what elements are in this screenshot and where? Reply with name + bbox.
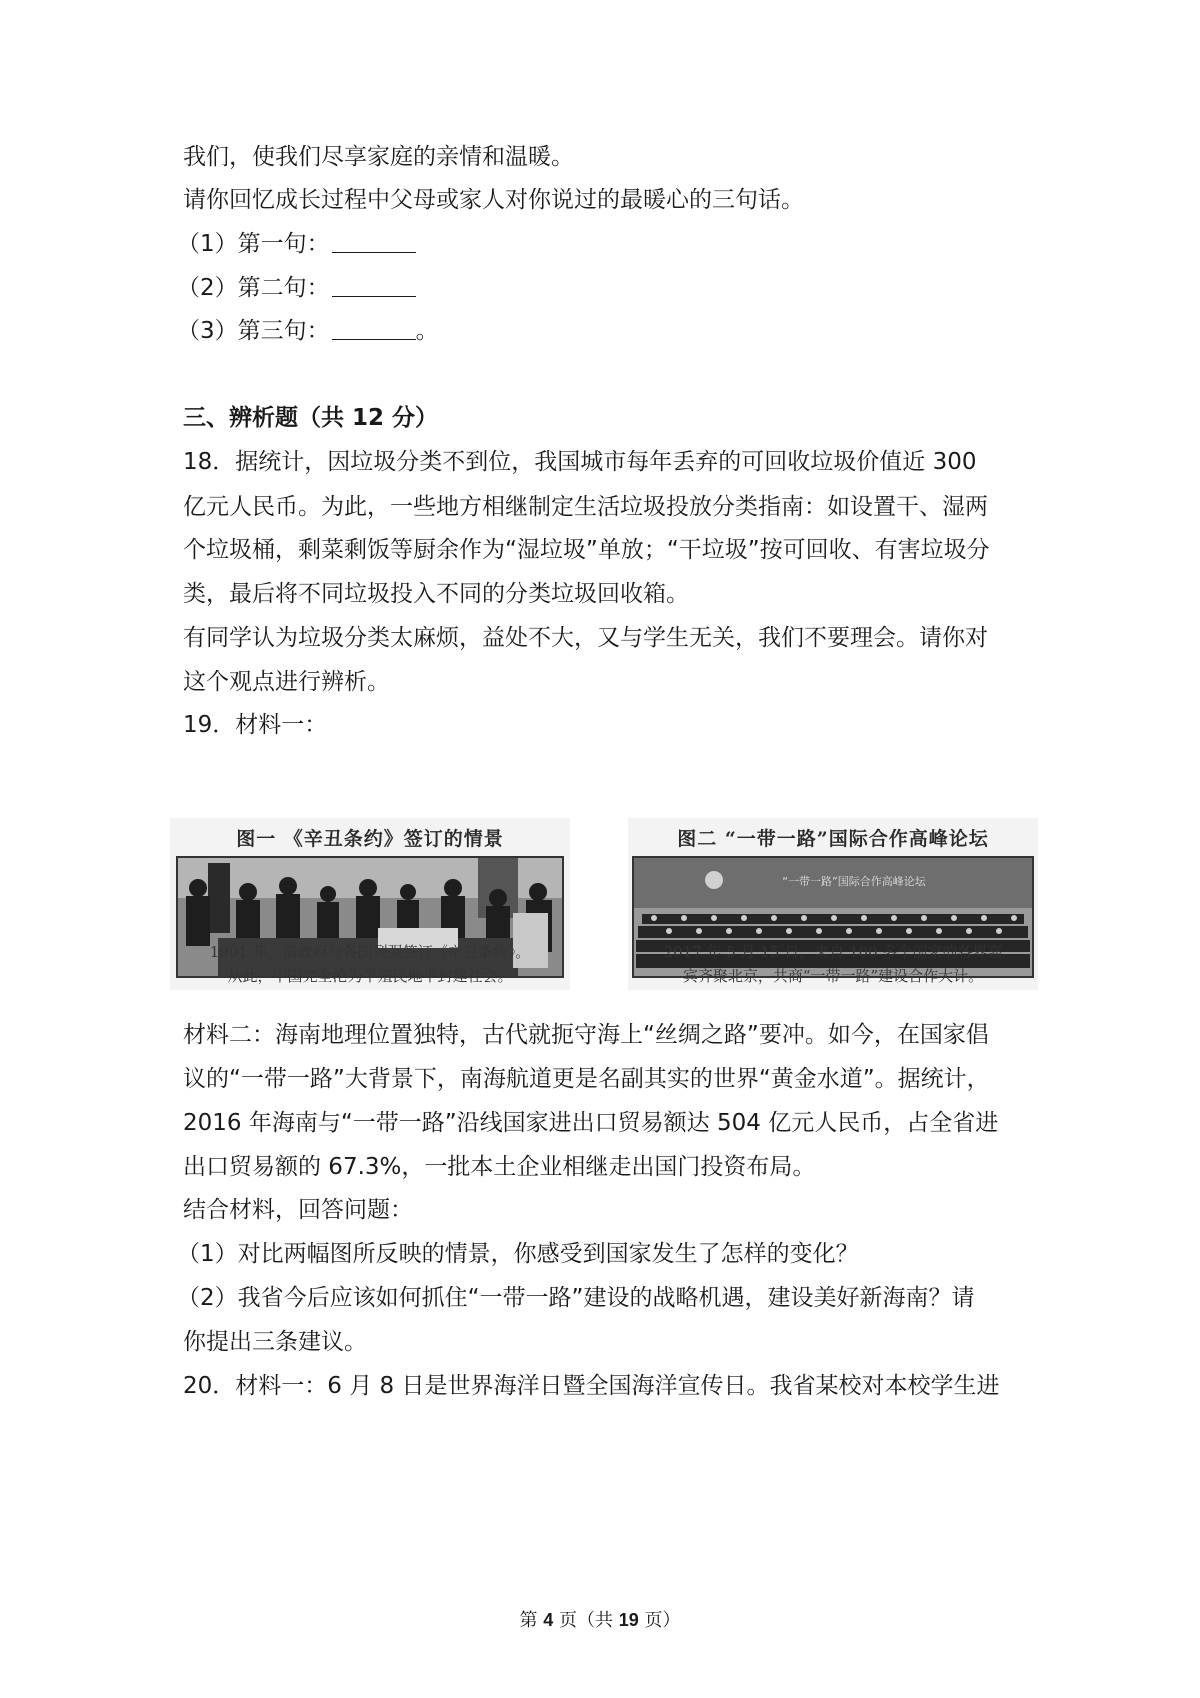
paragraph-line: 议的“一带一路”大背景下，南海航道更是名副其实的世界“黄金水道”。据统计， [183,1066,990,1092]
paragraph-line: 结合材料，回答问题： [183,1197,413,1223]
answer-line-2 [177,273,1017,303]
paragraph-line: 亿元人民币。为此，一些地方相继制定生活垃圾投放分类指南：如设置干、湿两 [183,494,988,520]
answer-blank[interactable] [332,317,416,340]
figure-caption: 宾齐聚北京，共商“一带一路”建设合作大计。 [682,967,984,985]
paragraph-line: 类，最后将不同垃圾投入不同的分类垃圾回收箱。 [183,581,689,607]
figure-title: 图二 “一带一路”国际合作高峰论坛 [677,828,989,850]
material-2: 材料二：海南地理位置独特，古代就扼守海上“丝绸之路”要冲。如今，在国家倡 [183,1022,989,1048]
section-heading: 三、辨析题（共 12 分） [183,405,439,431]
sub-question-2: （2）我省今后应该如何抓住“一带一路”建设的战略机遇，建设美好新海南？请 [177,1285,975,1311]
figure-title: 图一 《辛丑条约》签订的情景 [236,828,504,850]
figure-1 [170,818,570,990]
answer-blank[interactable] [332,230,416,253]
answer-label: （1）第一句： [177,231,330,257]
footer-text: 页） [638,1610,681,1631]
question-18: 18．据统计，因垃圾分类不到位，我国城市每年丢弃的可回收垃圾价值近 300 [183,449,977,475]
period: 。 [415,318,439,344]
footer-text: 第 [519,1610,544,1631]
figure-2 [628,818,1038,990]
answer-line-1 [177,229,1017,259]
answer-line-3 [177,316,1017,346]
paragraph-line: 这个观点进行辨析。 [183,669,390,695]
forum-banner-text: “一带一路”国际合作高峰论坛 [782,875,926,888]
sub-question-1: （1）对比两幅图所反映的情景，你感受到国家发生了怎样的变化？ [177,1241,859,1267]
paragraph-line: 出口贸易额的 67.3%，一批本土企业相继走出国门投资布局。 [183,1154,816,1180]
question-19: 19．材料一： [183,712,328,738]
answer-label: （2）第二句： [177,275,330,301]
page-number: 4 [543,1610,554,1630]
answer-blank[interactable] [332,274,416,297]
question-20: 20．材料一：6 月 8 日是世界海洋日暨全国海洋宣传日。我省某校对本校学生进 [183,1373,1000,1399]
paragraph-line: 请你回忆成长过程中父母或家人对你说过的最暖心的三句话。 [183,187,804,213]
total-pages: 19 [618,1610,639,1630]
footer-text: 页（共 [553,1610,619,1631]
paragraph-line: 个垃圾桶，剩菜剩饭等厨余作为“湿垃圾”单放；“干垃圾”按可回收、有害垃圾分 [183,537,990,563]
paragraph-line: 我们，使我们尽享家庭的亲情和温暖。 [183,144,574,170]
figure-caption: 1901 年，清政府与各国列强签订《辛丑条约》。 [209,943,531,961]
paragraph-line: 2016 年海南与“一带一路”沿线国家进出口贸易额达 504 亿元人民币，占全省进 [183,1110,999,1136]
paragraph-line: 有同学认为垃圾分类太麻烦，益处不大，又与学生无关，我们不要理会。请你对 [183,625,988,651]
page-footer [0,1608,1200,1633]
figure-caption: 从此，中国完全沦为半殖民地半封建社会。 [227,967,513,985]
figure-caption: 2017 年 5 月 15 日，来自 100 多个国家的各界嘉 [663,943,1003,961]
paragraph-line: 你提出三条建议。 [183,1329,367,1355]
answer-label: （3）第三句： [177,318,330,344]
